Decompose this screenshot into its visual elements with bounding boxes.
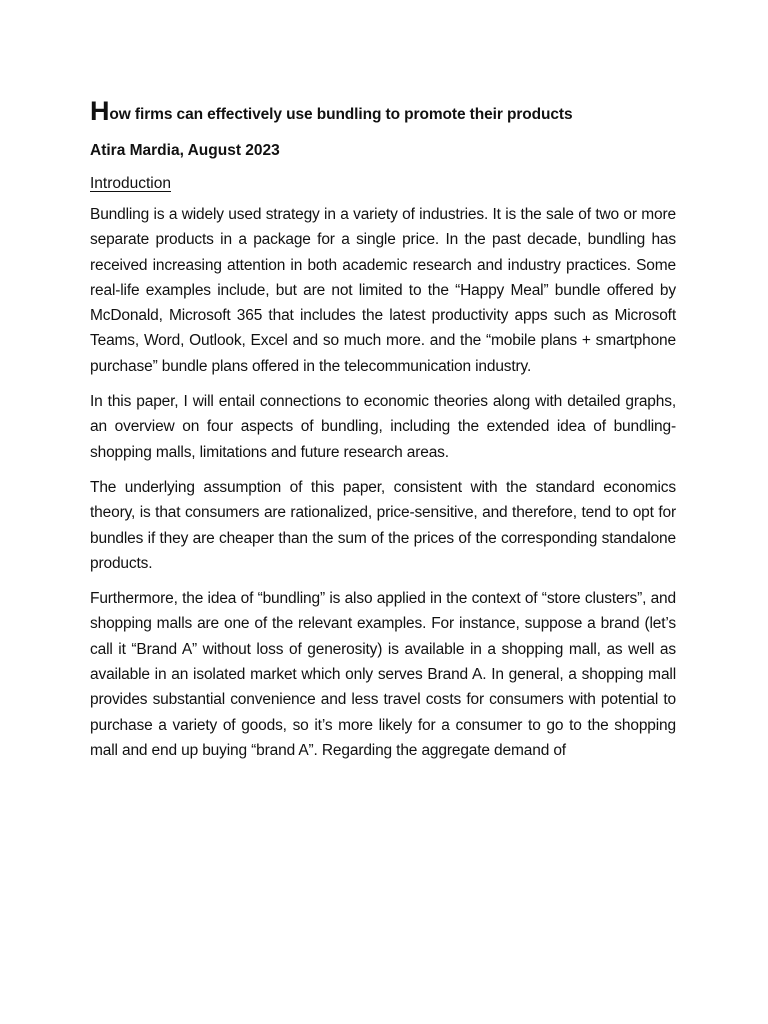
section-heading-introduction: Introduction — [90, 175, 171, 192]
document-title — [90, 98, 676, 128]
title-initial-letter: H — [90, 96, 110, 126]
paragraph-2: In this paper, I will entail connections to economic theories along with detailed graphs, an overview on four aspects of bundling, including the extended idea of bundling-shopping malls, limitations and future research areas. — [90, 393, 676, 461]
paragraph-3: The underlying assumption of this paper, consistent with the standard economics theory, is that consumers are rationalized, price-sensitive, and therefore, tend to opt for bundles if they are cheaper than the sum of the prices of the corresponding standalone products. — [90, 478, 676, 572]
title-text: ow firms can effectively use bundling to promote their products — [109, 106, 573, 123]
paragraph-1: Bundling is a widely used strategy in a variety of industries. It is the sale of two or more separate products in a package for a single price. In the past decade, bundling has received increasing attention in both academic research and industry practices. Some real-life examples include, but are not limited to the “Happy Meal” bundle offered by McDonald, Microsoft 365 that includes the latest productivity apps such as Microsoft Teams, Word, Outlook, Excel and so much more. and the “mobile plans + smartphone purchase” bundle plans offered in the telecommunication industry. — [90, 206, 676, 375]
document-page — [90, 98, 676, 773]
paragraph-4: Furthermore, the idea of “bundling” is also applied in the context of “store clusters”, and shopping malls are one of the relevant examples. For instance, suppose a brand (let’s call it “Brand A” without loss of generosity) is available in a shopping mall, as well as available in an isolated market which only serves Brand A. In general, a shopping mall provides substantial convenience and less travel costs for consumers with potential to purchase a variety of goods, so it’s more likely for a consumer to go to the shopping mall and end up buying “brand A”. Regarding the aggregate demand of — [90, 590, 676, 759]
author-date-line: Atira Mardia, August 2023 — [90, 142, 280, 159]
